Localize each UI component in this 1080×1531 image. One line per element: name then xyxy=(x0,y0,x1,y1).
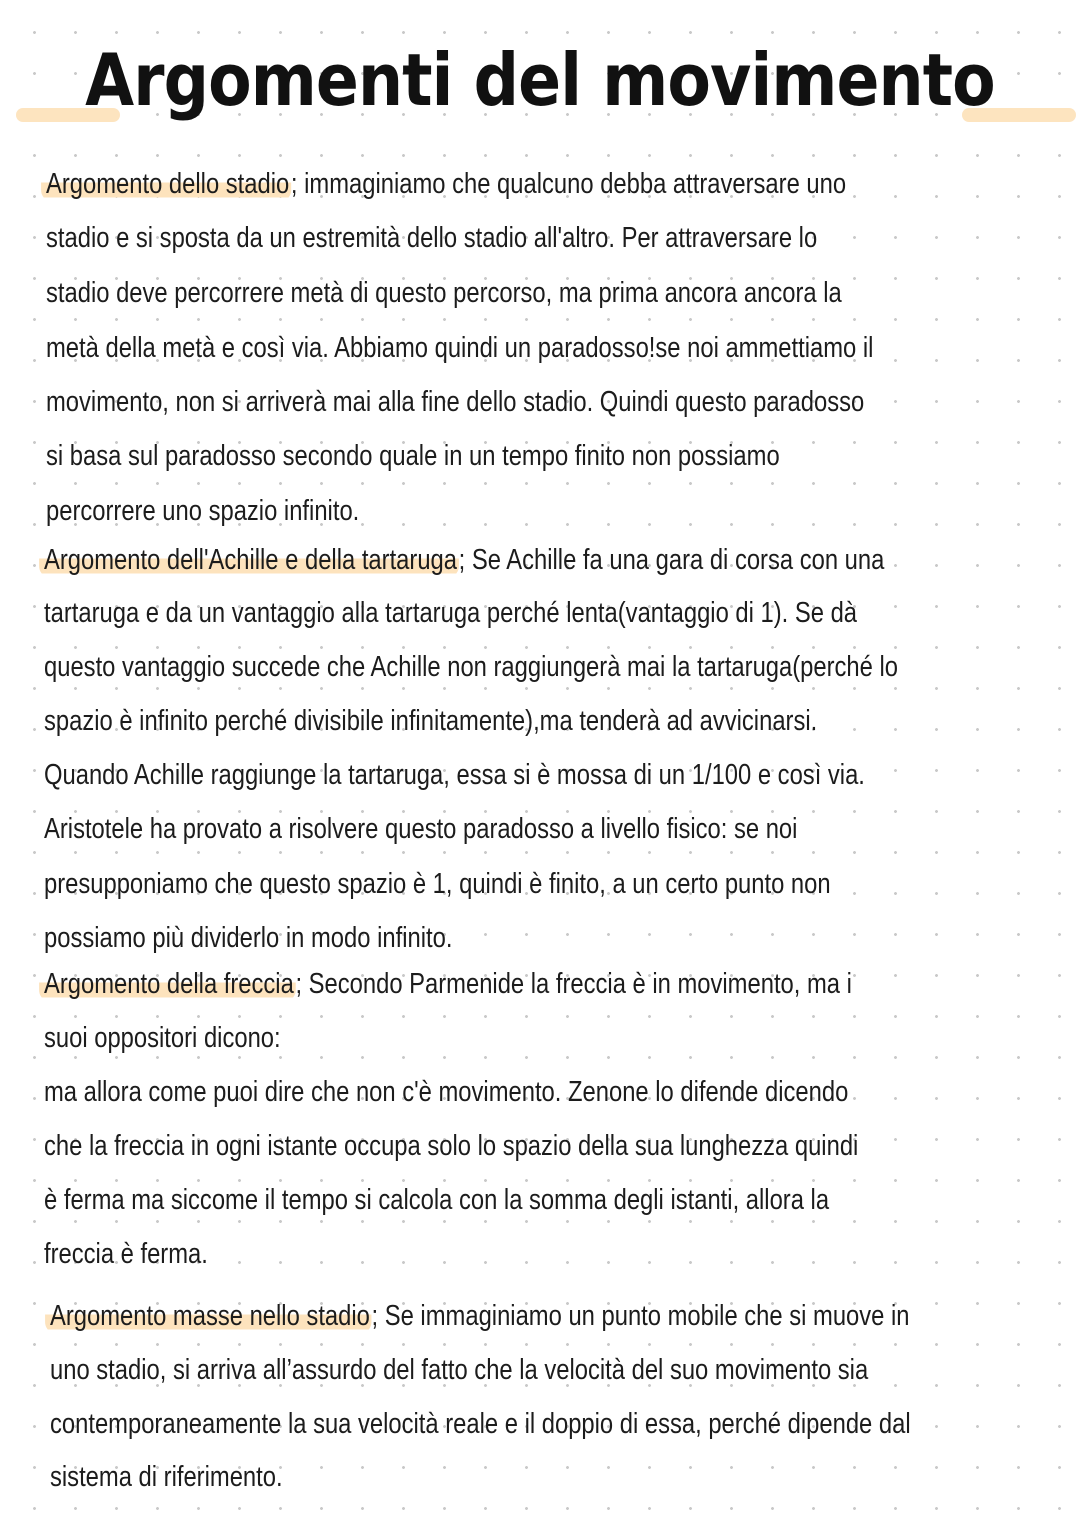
note-text: metà della metà e così via. Abbiamo quindi un paradosso!se noi ammettiamo il xyxy=(46,332,874,364)
note-line xyxy=(44,1180,829,1220)
note-text: Aristotele ha provato a risolvere questo paradosso a livello fisico: se noi xyxy=(44,813,798,845)
note-text: ma allora come puoi dire che non c'è movimento. Zenone lo difende dicendo xyxy=(44,1076,849,1108)
note-text: suoi oppositori dicono: xyxy=(44,1022,281,1054)
highlighted-heading: Argomento della freccia xyxy=(39,968,295,1000)
note-line xyxy=(44,1234,208,1274)
note-text: questo vantaggio succede che Achille non raggiungerà mai la tartaruga(perché lo xyxy=(44,651,898,683)
note-text: si basa sul paradosso secondo quale in un tempo finito non possiamo xyxy=(46,440,780,472)
section-heading-line xyxy=(50,1296,910,1336)
highlighted-heading: Argomento masse nello stadio xyxy=(45,1300,371,1332)
note-text: ; Se immaginiamo un punto mobile che si muove in xyxy=(371,1300,910,1332)
note-text: ; Se Achille fa una gara di corsa con una xyxy=(458,544,885,576)
note-text: ; Secondo Parmenide la freccia è in movimento, ma i xyxy=(295,968,852,1000)
note-line xyxy=(50,1350,868,1390)
highlighted-heading: Argomento dell'Achille e della tartaruga xyxy=(39,544,459,576)
note-line xyxy=(44,755,865,795)
note-line xyxy=(44,1018,281,1058)
note-line xyxy=(46,382,864,422)
note-line xyxy=(44,918,452,958)
note-line xyxy=(44,647,898,687)
note-text: spazio è infinito perché divisibile infinitamente),ma tenderà ad avvicinarsi. xyxy=(44,705,818,737)
note-line xyxy=(46,491,359,531)
section-heading-line xyxy=(44,964,852,1004)
note-line xyxy=(44,593,857,633)
note-text: uno stadio, si arriva all’assurdo del fatto che la velocità del suo movimento sia xyxy=(50,1354,869,1386)
note-line xyxy=(50,1404,911,1444)
note-text: stadio e si sposta da un estremità dello stadio all'altro. Per attraversare lo xyxy=(46,222,818,254)
note-line xyxy=(44,1126,858,1166)
note-text: è ferma ma siccome il tempo si calcola con la somma degli istanti, allora la xyxy=(44,1184,830,1216)
highlighted-heading: Argomento dello stadio xyxy=(41,168,291,200)
title-block xyxy=(0,20,1080,140)
note-line xyxy=(44,701,817,741)
note-text: tartaruga e da un vantaggio alla tartaruga perché lenta(vantaggio di 1). Se dà xyxy=(44,597,858,629)
note-text: presupponiamo che questo spazio è 1, quindi è finito, a un certo punto non xyxy=(44,868,831,900)
note-line xyxy=(44,809,797,849)
note-text: movimento, non si arriverà mai alla fine dello stadio. Quindi questo paradosso xyxy=(46,386,865,418)
note-text: Quando Achille raggiunge la tartaruga, essa si è mossa di un 1/100 e così via. xyxy=(44,759,865,791)
note-text: sistema di riferimento. xyxy=(50,1461,283,1493)
note-text: possiamo più dividerlo in modo infinito. xyxy=(44,922,453,954)
note-text: percorrere uno spazio infinito. xyxy=(46,495,360,527)
note-text: ; immaginiamo che qualcuno debba attraversare uno xyxy=(290,168,847,200)
note-text: freccia è ferma. xyxy=(44,1238,208,1270)
note-text: contemporaneamente la sua velocità reale e il doppio di essa, perché dipende dal xyxy=(50,1408,911,1440)
note-line xyxy=(46,328,873,368)
note-text: che la freccia in ogni istante occupa solo lo spazio della sua lunghezza quindi xyxy=(44,1130,859,1162)
page-title: Argomenti del movimento xyxy=(85,38,995,122)
note-line xyxy=(44,864,831,904)
note-line xyxy=(46,273,842,313)
note-line xyxy=(50,1457,283,1497)
section-heading-line xyxy=(46,164,846,204)
section-heading-line xyxy=(44,540,884,580)
note-text: stadio deve percorrere metà di questo percorso, ma prima ancora ancora la xyxy=(46,277,842,309)
note-line xyxy=(44,1072,848,1112)
note-line xyxy=(46,436,780,476)
note-line xyxy=(46,218,817,258)
